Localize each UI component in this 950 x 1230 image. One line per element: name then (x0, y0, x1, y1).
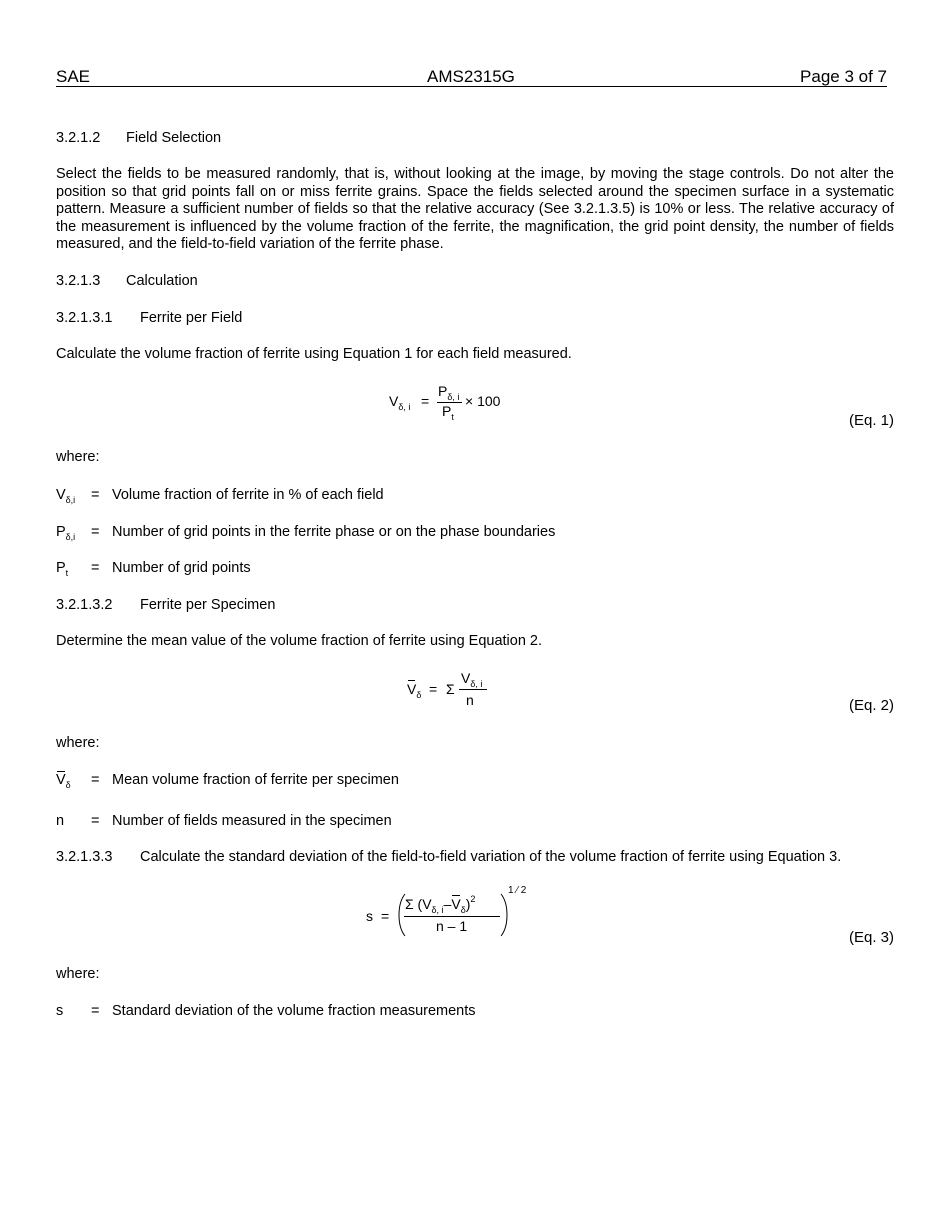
section-3-2-1-2-number: 3.2.1.2 (56, 130, 101, 146)
definition-symbol: n (56, 813, 65, 829)
definition-text: Standard deviation of the volume fraction measurements (112, 1003, 476, 1019)
section-3-2-1-3-2-number: 3.2.1.3.2 (56, 597, 113, 613)
eq1-times-100: × 100 (465, 393, 501, 409)
section-3-2-1-3-1-title: Ferrite per Field (140, 310, 243, 326)
definition-equals: = (91, 487, 100, 503)
eq3-equals: = (381, 908, 390, 924)
definition-equals: = (91, 524, 100, 540)
section-3-2-1-3-2-paragraph: Determine the mean value of the volume fraction of ferrite using Equation 2. (56, 633, 543, 649)
definition-symbol: s (56, 1003, 64, 1019)
section-3-2-1-3-2-title: Ferrite per Specimen (140, 597, 276, 613)
definition-equals: = (91, 1003, 100, 1019)
eq3-denominator: n – 1 (436, 918, 468, 934)
header-doc-id: AMS2315G (427, 67, 515, 86)
eq3-fraction-bar (404, 916, 500, 917)
eq3-right-paren (496, 892, 512, 938)
definition-text: Number of grid points (112, 560, 251, 576)
eq2-fraction-bar (459, 689, 487, 690)
section-3-2-1-2-title: Field Selection (126, 130, 222, 146)
eq2-denominator: n (466, 692, 474, 708)
eq1-equals: = (421, 393, 430, 409)
header-left: SAE (56, 67, 91, 86)
eq2-lhs: $V_\delta$ (407, 681, 422, 700)
eq2-equals: = (429, 681, 438, 697)
eq2-sigma: Σ (446, 681, 455, 697)
section-3-2-1-3-1-number: 3.2.1.3.1 (56, 310, 113, 326)
definition-text: Mean volume fraction of ferrite per specimen (112, 772, 399, 788)
eq3-exponent: 1 ⁄ 2 (508, 885, 527, 896)
where-label-2: where: (56, 735, 100, 751)
section-3-2-1-3-title: Calculation (126, 273, 198, 289)
eq1-label: (Eq. 1) (848, 412, 894, 429)
where-label-1: where: (56, 449, 100, 465)
definition-symbol: $P_{\delta,i}$ (56, 524, 76, 542)
definition-text: Volume fraction of ferrite in % of each field (112, 487, 384, 503)
header-page-number: Page 3 of 7 (800, 67, 887, 86)
section-3-2-1-3-3-title: Calculate the standard deviation of the field-to-field variation of the volume fraction of ferrite using Equation 3. (140, 849, 842, 865)
eq1-denominator: $P_t$ (442, 403, 454, 422)
eq1-numerator: $P_{\delta, i}$ (438, 383, 460, 402)
eq2-numerator: $V_{\delta, i}$ (461, 670, 483, 689)
section-3-2-1-3-1-paragraph: Calculate the volume fraction of ferrite using Equation 1 for each field measured. (56, 346, 572, 362)
section-3-2-1-2-paragraph: Select the fields to be measured randomly, that is, without looking at the image, by moving the stage controls. Do not alter the position so that grid points fall on or miss ferrite grains. Space the fields selected around the specimen surface in a systematic pattern. Measure a sufficient number of fields so that the relative accuracy (See 3.2.1.3.5) is 10% or less. The relative accuracy of the measurement is influenced by the volume fraction of the ferrite, the magnification, the grid point density, the number of fields measured, and the field-to-field variation of the ferrite phase. (56, 166, 894, 253)
definition-text: Number of fields measured in the specimen (112, 813, 392, 829)
definition-symbol: $V_{\delta,i}$ (56, 487, 76, 505)
definition-equals: = (91, 772, 100, 788)
section-3-2-1-3-3-number: 3.2.1.3.3 (56, 849, 113, 865)
eq2-label: (Eq. 2) (848, 697, 894, 714)
where-label-3: where: (56, 966, 100, 982)
eq3-numerator: Σ $(V_{\delta, i}-V_\delta)^2$ (405, 894, 476, 915)
definition-symbol: $P_t$ (56, 560, 69, 578)
section-3-2-1-3-number: 3.2.1.3 (56, 273, 101, 289)
header-rule (56, 86, 887, 87)
definition-symbol: $V_\delta$ (56, 772, 71, 790)
eq1-lhs: $V_{\delta, i}$ (389, 393, 411, 412)
definition-equals: = (91, 560, 100, 576)
definition-equals: = (91, 813, 100, 829)
eq3-label: (Eq. 3) (848, 929, 894, 946)
definition-text: Number of grid points in the ferrite phase or on the phase boundaries (112, 524, 556, 540)
eq3-lhs: s (366, 908, 373, 924)
